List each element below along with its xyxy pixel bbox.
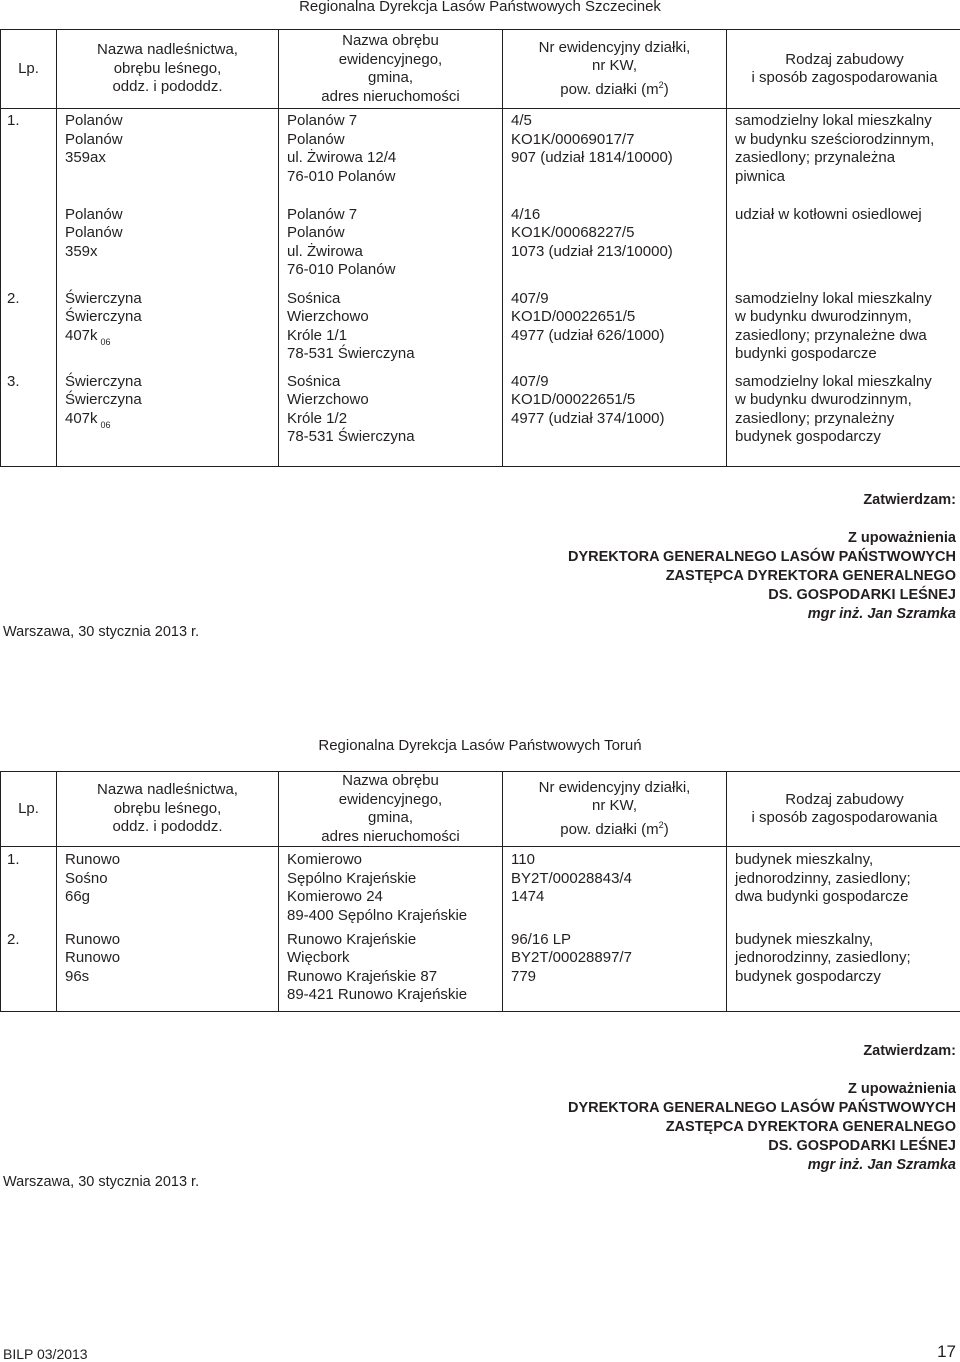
row-obreb: Komierowo Sępólno Krajeńskie Komierowo 24 89-400 Sępólno Krajeńskie [279,847,503,931]
signatory: mgr inż. Jan Szramka [568,1156,956,1175]
row-lp: 1. [1,109,57,206]
header-obreb: Nazwa obrębu ewidencyjnego, gmina, adres nieruchomości [279,30,503,109]
row-lp: 1. [1,847,57,931]
row-rodzaj: samodzielny lokal mieszkalny w budynku sześciorodzinnym, zasiedlony; przynależna piwnica [727,109,960,206]
row-obreb: Polanów 7 Polanów ul. Żwirowa 12/4 76-010 Polanów [279,109,503,206]
page-number: 17 [937,1342,956,1362]
row-nadlesnictwo: Polanów Polanów 359ax [57,109,279,206]
header-lp: Lp. [1,30,57,109]
row-rodzaj: budynek mieszkalny, jednorodzinny, zasiedlony; dwa budynki gospodarcze [727,847,960,931]
row-obreb: Polanów 7 Polanów ul. Żwirowa 76-010 Polanów [279,206,503,290]
property-table [0,771,960,1012]
section-title: Regionalna Dyrekcja Lasów Państwowych Toruń [0,737,960,754]
table-row [1,290,960,373]
property-table [0,29,960,467]
row-obreb: Runowo Krajeńskie Więcbork Runowo Krajeńskie 87 89-421 Runowo Krajeńskie [279,931,503,1012]
row-dzialka: 407/9 KO1D/00022651/5 4977 (udział 626/1000) [503,290,727,373]
header-lp: Lp. [1,772,57,847]
row-rodzaj: samodzielny lokal mieszkalny w budynku dwurodzinnym, zasiedlony; przynależny budynek gospodarczy [727,373,960,467]
table-row [1,109,960,206]
publication-label: BILP 03/2013 [3,1346,88,1362]
header-rodzaj: Rodzaj zabudowy i sposób zagospodarowania [727,772,960,847]
header-dzialka: Nr ewidencyjny działki, nr KW, pow. działki $(m^2)$ [503,30,727,109]
row-dzialka: 4/5 KO1K/00069017/7 907 (udział 1814/10000) [503,109,727,206]
row-nadlesnictwo: Runowo Sośno 66g [57,847,279,931]
table-row [1,206,960,290]
row-dzialka: 110 BY2T/00028843/4 1474 [503,847,727,931]
header-rodzaj: Rodzaj zabudowy i sposób zagospodarowania [727,30,960,109]
row-lp: 2. [1,931,57,1012]
row-lp: 2. [1,290,57,373]
table-header-row [1,772,960,847]
row-lp: 3. [1,373,57,467]
section-title: Regionalna Dyrekcja Lasów Państwowych Szczecinek [0,0,960,15]
header-nadlesnictwo: Nazwa nadleśnictwa, obrębu leśnego, oddz. i pododdz. [57,772,279,847]
table-row [1,931,960,1012]
row-lp [1,206,57,290]
row-rodzaj: samodzielny lokal mieszkalny w budynku dwurodzinnym, zasiedlony; przynależne dwa budynki gospodarcze [727,290,960,373]
approval-block: Zatwierdzam: Z upoważnienia DYREKTORA GENERALNEGO LASÓW PAŃSTWOWYCH ZASTĘPCA DYREKTORA GENERALNEGO DS. GOSPODARKI LEŚNEJ mgr inż. Jan Szramka [568,491,956,624]
row-obreb: Sośnica Wierzchowo Króle 1/1 78-531 Świerczyna [279,290,503,373]
table-header-row [1,30,960,109]
header-dzialka: Nr ewidencyjny działki, nr KW, pow. działki $(m^2)$ [503,772,727,847]
row-rodzaj: budynek mieszkalny, jednorodzinny, zasiedlony; budynek gospodarczy [727,931,960,1012]
place-date: Warszawa, 30 stycznia 2013 r. [3,624,199,640]
row-rodzaj: udział w kotłowni osiedlowej [727,206,960,290]
header-obreb: Nazwa obrębu ewidencyjnego, gmina, adres nieruchomości [279,772,503,847]
table-row [1,373,960,467]
row-obreb: Sośnica Wierzchowo Króle 1/2 78-531 Świerczyna [279,373,503,467]
row-nadlesnictwo: Świerczyna Świerczyna 407k $_{06}$ [57,290,279,373]
row-nadlesnictwo: Runowo Runowo 96s [57,931,279,1012]
row-dzialka: 4/16 KO1K/00068227/5 1073 (udział 213/10000) [503,206,727,290]
row-dzialka: 96/16 LP BY2T/00028897/7 779 [503,931,727,1012]
row-dzialka: 407/9 KO1D/00022651/5 4977 (udział 374/1000) [503,373,727,467]
row-nadlesnictwo: Polanów Polanów 359x [57,206,279,290]
signatory: mgr inż. Jan Szramka [568,605,956,624]
place-date: Warszawa, 30 stycznia 2013 r. [3,1174,199,1190]
approval-block: Zatwierdzam: Z upoważnienia DYREKTORA GENERALNEGO LASÓW PAŃSTWOWYCH ZASTĘPCA DYREKTORA GENERALNEGO DS. GOSPODARKI LEŚNEJ mgr inż. Jan Szramka [568,1042,956,1175]
row-nadlesnictwo: Świerczyna Świerczyna 407k $_{06}$ [57,373,279,467]
table-row [1,847,960,931]
header-nadlesnictwo: Nazwa nadleśnictwa, obrębu leśnego, oddz. i pododdz. [57,30,279,109]
